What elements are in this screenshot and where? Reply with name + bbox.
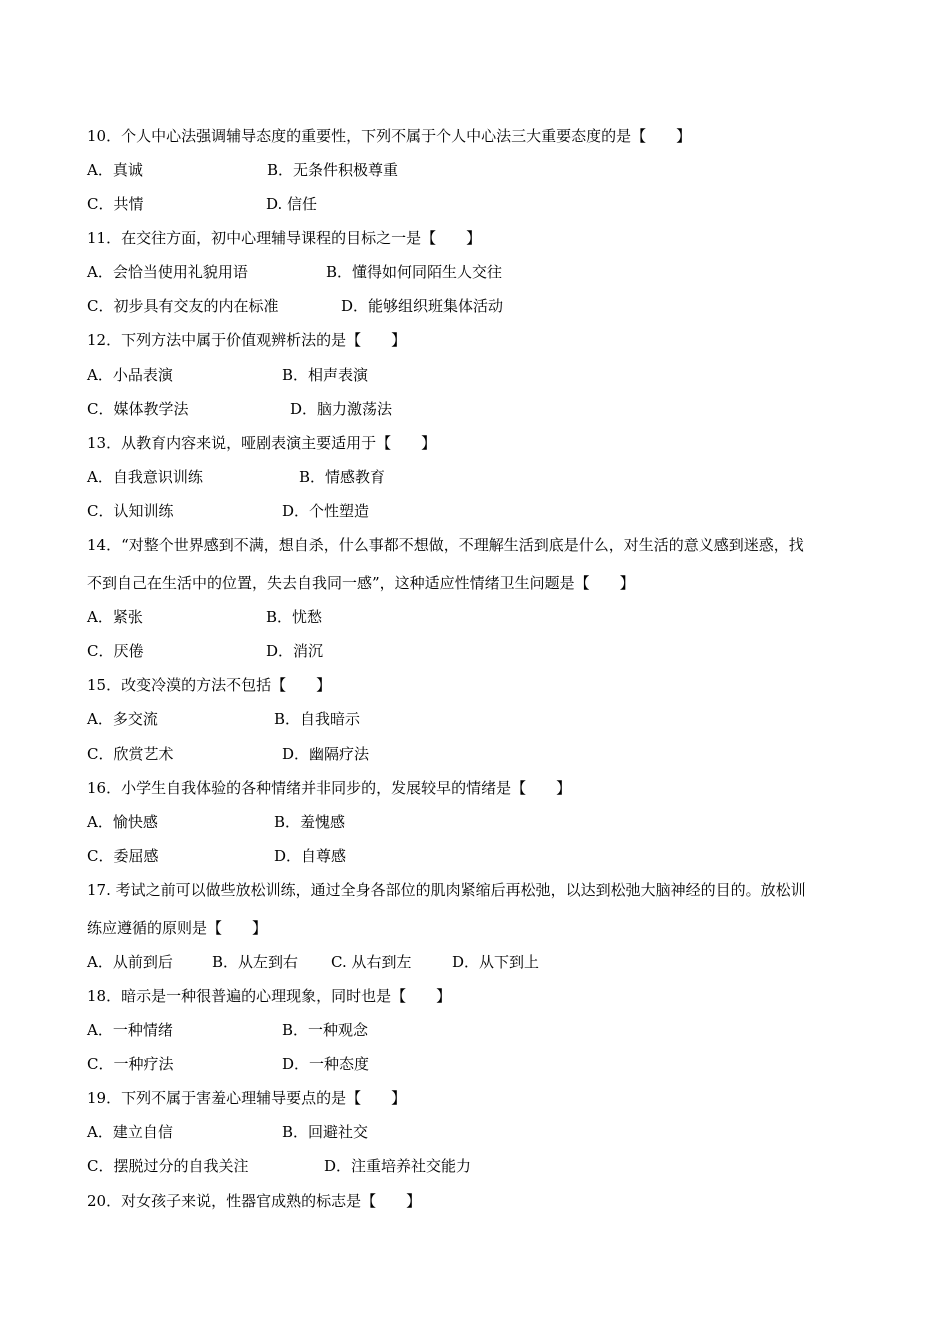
q19-option-d: D．注重培养社交能力	[324, 1157, 472, 1175]
q14-option-d: D．消沉	[266, 642, 324, 660]
q15-option-c: C．欣赏艺术	[87, 745, 174, 763]
question-18-stem: 18．暗示是一种很普遍的心理现象，同时也是【 】	[87, 987, 452, 1005]
q10-option-a: A．真诚	[87, 161, 143, 179]
q17-option-d: D．从下到上	[452, 953, 540, 971]
question-11-stem: 11．在交往方面，初中心理辅导课程的目标之一是【 】	[87, 229, 482, 247]
q19-option-b: B．回避社交	[282, 1123, 369, 1141]
question-16-stem: 16．小学生自我体验的各种情绪并非同步的，发展较早的情绪是【 】	[87, 779, 572, 797]
q16-option-c: C．委屈感	[87, 847, 159, 865]
q13-option-c: C．认知训练	[87, 502, 174, 520]
question-14-stem-line2: 不到自己在生活中的位置，失去自我同一感”，这种适应性情绪卫生问题是【 】	[87, 574, 635, 592]
q16-option-b: B．羞愧感	[274, 813, 346, 831]
q10-option-c: C．共情	[87, 195, 144, 213]
q18-option-b: B．一种观念	[282, 1021, 369, 1039]
q11-option-c: C．初步具有交友的内在标准	[87, 297, 279, 315]
q11-option-b: B．懂得如何同陌生人交往	[326, 263, 503, 281]
question-12-stem: 12．下列方法中属于价值观辨析法的是【 】	[87, 331, 407, 349]
q17-option-b: B．从左到右	[212, 953, 299, 971]
question-17-stem-line1: 17. 考试之前可以做些放松训练，通过全身各部位的肌肉紧缩后再松弛，以达到松弛大脑神经的目的。放松训	[87, 881, 806, 899]
q17-option-a: A．从前到后	[87, 953, 173, 971]
q18-option-c: C．一种疗法	[87, 1055, 174, 1073]
q13-option-b: B．情感教育	[299, 468, 386, 486]
q16-option-d: D．自尊感	[274, 847, 347, 865]
question-19-stem: 19．下列不属于害羞心理辅导要点的是【 】	[87, 1089, 407, 1107]
question-17-stem-line2: 练应遵循的原则是【 】	[87, 919, 268, 937]
q12-option-c: C．媒体教学法	[87, 400, 189, 418]
q18-option-a: A．一种情绪	[87, 1021, 173, 1039]
q11-option-a: A．会恰当使用礼貌用语	[87, 263, 248, 281]
q10-option-d: D. 信任	[266, 195, 318, 213]
question-14-stem-line1: 14．“对整个世界感到不满，想自杀，什么事都不想做，不理解生活到底是什么，对生活的意义感到迷惑，找	[87, 536, 804, 554]
q17-option-c: C. 从右到左	[331, 953, 412, 971]
q19-option-c: C．摆脱过分的自我关注	[87, 1157, 249, 1175]
q15-option-a: A．多交流	[87, 710, 158, 728]
q14-option-b: B．忧愁	[266, 608, 323, 626]
question-10-stem: 10．个人中心法强调辅导态度的重要性，下列不属于个人中心法三大重要态度的是【 】	[87, 127, 692, 145]
q14-option-a: A．紧张	[87, 608, 143, 626]
q13-option-d: D．个性塑造	[282, 502, 370, 520]
q16-option-a: A．愉快感	[87, 813, 158, 831]
question-20-stem: 20．对女孩子来说，性器官成熟的标志是【 】	[87, 1192, 422, 1210]
q12-option-b: B．相声表演	[282, 366, 369, 384]
q18-option-d: D．一种态度	[282, 1055, 370, 1073]
q12-option-d: D．脑力激荡法	[290, 400, 393, 418]
q11-option-d: D．能够组织班集体活动	[341, 297, 504, 315]
question-15-stem: 15．改变冷漠的方法不包括【 】	[87, 676, 332, 694]
q10-option-b: B．无条件积极尊重	[267, 161, 399, 179]
q19-option-a: A．建立自信	[87, 1123, 173, 1141]
q14-option-c: C．厌倦	[87, 642, 144, 660]
q13-option-a: A．自我意识训练	[87, 468, 203, 486]
question-13-stem: 13．从教育内容来说，哑剧表演主要适用于【 】	[87, 434, 437, 452]
q15-option-d: D．幽隔疗法	[282, 745, 370, 763]
q15-option-b: B．自我暗示	[274, 710, 361, 728]
q12-option-a: A．小品表演	[87, 366, 173, 384]
